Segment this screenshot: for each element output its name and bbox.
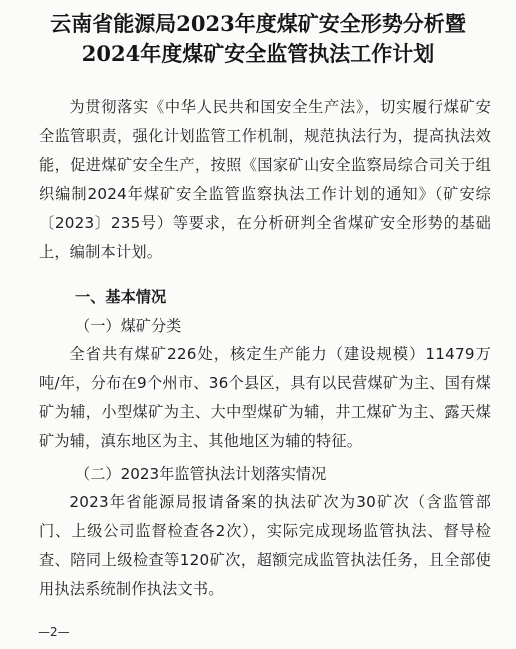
subsection-heading-coal-mine-classification: （一）煤矿分类 bbox=[75, 317, 182, 335]
document-title-line2: 2024年度煤矿安全监管执法工作计划 bbox=[81, 41, 435, 66]
section-heading-basic-info: 一、基本情况 bbox=[75, 288, 167, 306]
intro-paragraph: 为贯彻落实《中华人民共和国安全生产法》，切实履行煤矿安全监管职责，强化计划监管工作机制，规范执法行为，提高执法效能，促进煤矿安全生产，按照《国家矿山安全监察局综合司关于组织编制2024年煤矿安全监管监察执法工作计划的通知》（矿安综〔2023〕235号）等要求，在分析研判全省煤矿安全形势的基础上，编制本计划。 bbox=[39, 98, 491, 261]
subsection-heading-2023-plan-implementation: （二）2023年监管执法计划落实情况 bbox=[75, 465, 327, 483]
coal-mine-classification-paragraph: 全省共有煤矿226处，核定生产能力（建设规模）11479万吨/年，分布在9个州市、36个县区，具有以民营煤矿为主、国有煤矿为辅，小型煤矿为主、大中型煤矿为辅，井工煤矿为主、露天煤矿为辅，滇东地区为主、其他地区为辅的特征。 bbox=[39, 345, 491, 450]
plan-implementation-paragraph: 2023年省能源局报请备案的执法矿次为30矿次（含监管部门、上级公司监督检查各2次），实际完成现场监管执法、督导检查、陪同上级检查等120矿次，超额完成监管执法任务，且全部使用执法系统制作执法文书。 bbox=[39, 493, 491, 598]
document-title-line1: 云南省能源局2023年度煤矿安全形势分析暨 bbox=[50, 11, 466, 36]
page-number: —2— bbox=[38, 625, 70, 639]
